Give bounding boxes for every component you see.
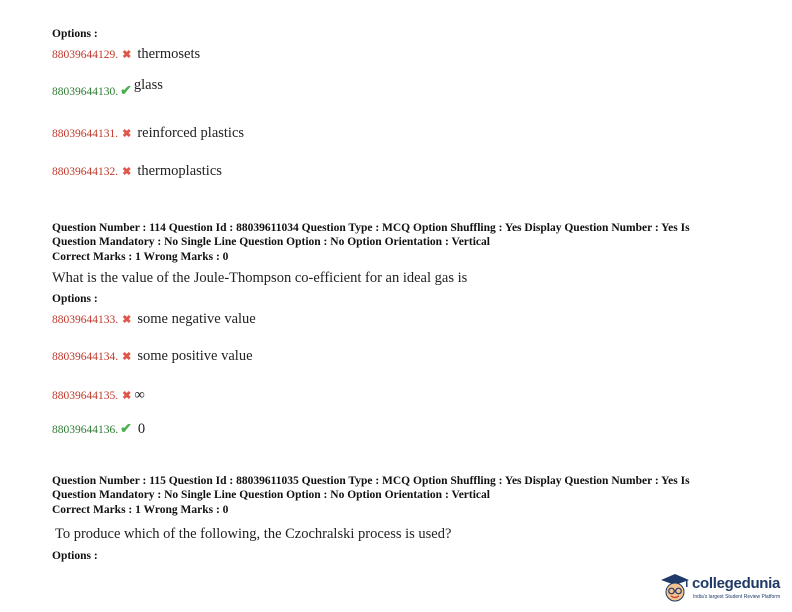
cross-icon: ✖ — [122, 166, 132, 178]
option-text: some negative value — [137, 311, 256, 327]
option-id: 88039644131. — [52, 128, 119, 140]
option-row — [52, 162, 222, 180]
option-row — [52, 347, 253, 365]
option-row — [52, 386, 145, 404]
option-id: 88039644129. — [52, 49, 119, 61]
option-text: 0 — [137, 421, 146, 437]
option-row — [52, 420, 145, 438]
option-id: 88039644130. — [52, 86, 119, 98]
question-marks: Correct Marks : 1 Wrong Marks : 0 — [52, 504, 229, 516]
check-icon: ✔ — [120, 422, 132, 437]
option-row — [52, 45, 200, 63]
option-text: thermoplastics — [137, 163, 222, 179]
option-text: ∞ — [134, 387, 145, 403]
cross-icon: ✖ — [122, 314, 132, 326]
option-text: glass — [133, 77, 163, 93]
option-id: 88039644133. — [52, 314, 119, 326]
option-row — [52, 77, 163, 100]
question-text: What is the value of the Joule-Thompson co-efficient for an ideal gas is — [52, 270, 468, 286]
options-label: Options : — [52, 293, 98, 305]
question-meta: Question Mandatory : No Single Line Question Option : No Option Orientation : Vertical — [52, 489, 490, 501]
option-text: some positive value — [137, 348, 253, 364]
question-text: To produce which of the following, the Czochralski process is used? — [55, 526, 452, 542]
option-id: 88039644134. — [52, 351, 119, 363]
cross-icon: ✖ — [122, 390, 132, 402]
question-marks: Correct Marks : 1 Wrong Marks : 0 — [52, 251, 229, 263]
question-meta: Question Number : 114 Question Id : 88039611034 Question Type : MCQ Option Shuffling : Yes Display Question Number : Yes Is — [52, 222, 690, 234]
options-label: Options : — [52, 28, 98, 40]
logo-name: collegedunia — [692, 575, 781, 592]
option-id: 88039644136. — [52, 424, 119, 436]
cross-icon: ✖ — [122, 351, 132, 363]
logo-tagline: India's largest Student Review Platform — [693, 594, 781, 600]
mascot-icon — [660, 572, 690, 604]
option-row — [52, 124, 244, 142]
cross-icon: ✖ — [122, 49, 132, 61]
question-meta: Question Number : 115 Question Id : 88039611035 Question Type : MCQ Option Shuffling : Yes Display Question Number : Yes Is — [52, 475, 690, 487]
question-meta: Question Mandatory : No Single Line Question Option : No Option Orientation : Vertical — [52, 236, 490, 248]
collegedunia-logo — [660, 572, 788, 608]
cross-icon: ✖ — [122, 128, 132, 140]
option-row — [52, 310, 256, 328]
option-text: thermosets — [137, 46, 201, 62]
option-text: reinforced plastics — [137, 125, 245, 141]
option-id: 88039644135. — [52, 390, 119, 402]
options-label: Options : — [52, 550, 98, 562]
check-icon: ✔ — [120, 84, 132, 99]
option-id: 88039644132. — [52, 166, 119, 178]
